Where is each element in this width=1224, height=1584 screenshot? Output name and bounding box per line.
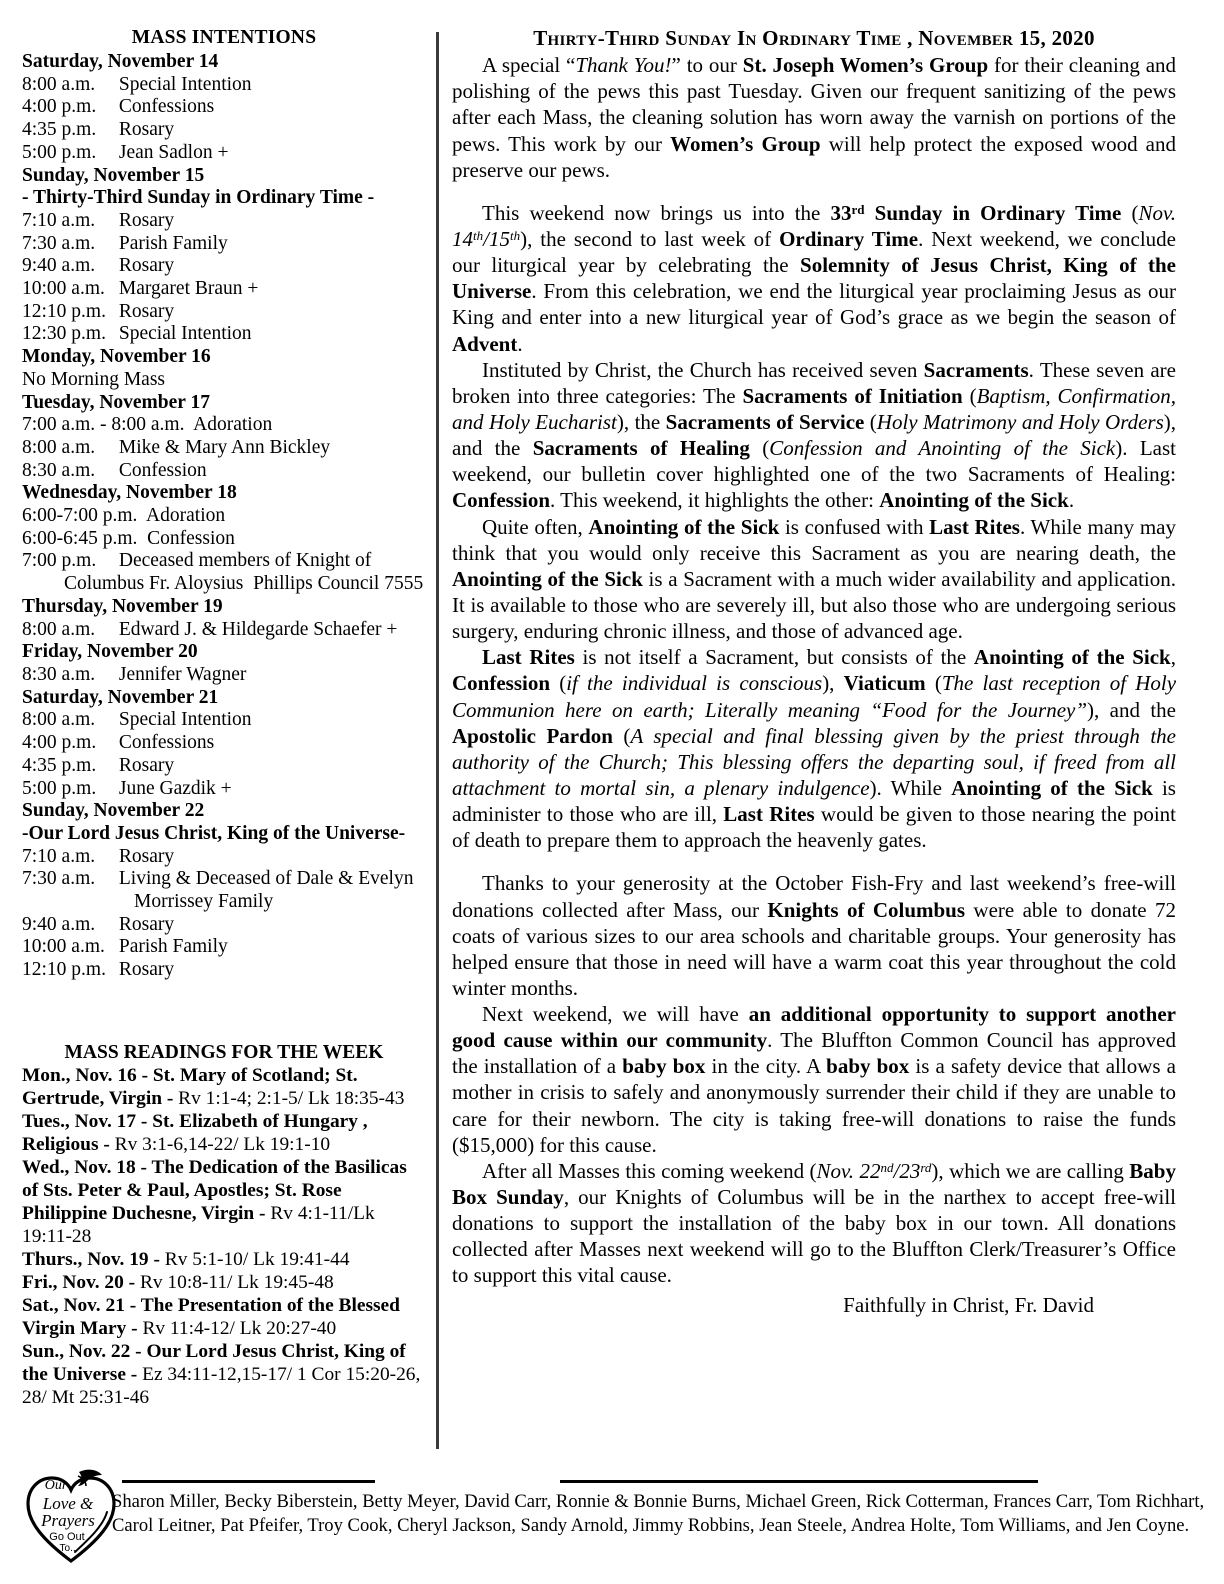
reading-label: Thurs., Nov. 19 - <box>22 1248 160 1270</box>
mass-intention-row <box>22 210 426 233</box>
text-run-bold: Confession <box>452 488 551 513</box>
mass-intention-row <box>22 142 426 165</box>
text-run: ), and the <box>452 409 1177 461</box>
mass-intention-row <box>22 936 426 959</box>
paragraph-anointing <box>452 514 1176 645</box>
mass-plain-row: No Morning Mass <box>22 368 166 390</box>
text-run: ), and the <box>1087 697 1176 722</box>
text-run: . The Bluffton Common Council has approved the installation of a <box>452 1028 1176 1079</box>
mass-intention-text: Special Intention <box>114 323 252 345</box>
text-run: This weekend now brings us into the <box>482 200 831 225</box>
text-run-italic: A special and final blessing given by the priest through the authority of the Church; This blessing offers the departing soul, if freed from all attachment to mortal sin, a plenary indulgence <box>452 723 1176 800</box>
mass-intention-text: Jennifer Wagner <box>114 663 247 685</box>
text-run: ( <box>1121 200 1139 225</box>
text-run-bold: Confession <box>452 671 551 696</box>
reading-citation: Rv 1:1-4; 2:1-5/ Lk 18:35-43 <box>173 1087 405 1109</box>
text-run: ). Last weekend, our bulletin cover highlighted one of the two Sacraments of Healing: <box>452 436 1176 487</box>
text-run: Quite often, <box>482 514 589 539</box>
footer-rule-right <box>560 1480 1038 1483</box>
mass-intention-text: Living & Deceased of Dale & Evelyn <box>114 868 414 890</box>
mass-time: 10:00 a.m. <box>22 278 105 300</box>
text-run: is a safety device that allows a mother in crisis to safely and anonymously surrender their child if they are unable to care for their newborn. The city is taking free-will donations to raise the funds ($15,000) for this cause. <box>452 1054 1176 1157</box>
text-run: , <box>1170 645 1176 670</box>
paragraph-thank-you <box>452 52 1176 183</box>
mass-time: 7:30 a.m. <box>22 868 96 890</box>
mass-day-heading: Wednesday, November 18 <box>22 482 237 504</box>
mass-day-heading: Friday, November 20 <box>22 641 198 663</box>
mass-reading-row <box>22 1065 426 1111</box>
text-run: . <box>1068 488 1075 513</box>
mass-day-heading: Monday, November 16 <box>22 346 211 368</box>
mass-time: 4:00 p.m. <box>22 732 97 754</box>
reading-citation: Rv 5:1-10/ Lk 19:41-44 <box>159 1248 350 1270</box>
mass-intention-text: Rosary <box>114 754 175 776</box>
mass-day-heading: Tuesday, November 17 <box>22 391 210 413</box>
mass-reading-row <box>22 1341 426 1410</box>
mass-day-heading: Sunday, November 22 <box>22 800 205 822</box>
mass-day-heading: Sunday, November 15 <box>22 164 205 186</box>
mass-intention-text: Confessions <box>114 96 215 118</box>
text-run-bold: St. Joseph Women’s Group <box>742 53 989 78</box>
superscript-th: th <box>473 227 484 243</box>
mass-time: 9:40 a.m. <box>22 255 96 277</box>
mass-time: 12:10 p.m. <box>22 300 106 322</box>
mass-intention-text: Rosary <box>114 959 175 981</box>
text-run-bold: Sacraments <box>923 357 1029 382</box>
mass-intention-row <box>22 301 426 324</box>
mass-intention-text: Rosary <box>114 255 175 277</box>
our-love-and-prayers-heart-icon <box>23 1464 119 1566</box>
mass-intention-row <box>22 755 426 778</box>
mass-intention-row <box>22 959 426 982</box>
mass-plain-row: 6:00-7:00 p.m. Adoration <box>22 505 226 527</box>
text-run: . This weekend, it highlights the other: <box>550 488 880 513</box>
mass-plain-row: 6:00-6:45 p.m. Confession <box>22 527 235 549</box>
svg-text:To...: To... <box>59 1543 79 1554</box>
mass-readings-list <box>22 1065 426 1410</box>
mass-intention-row <box>22 914 426 937</box>
svg-text:Go Out: Go Out <box>49 1531 85 1543</box>
text-run: . These seven are broken into three categories: The <box>452 357 1176 408</box>
mass-intention-text: Rosary <box>114 913 175 935</box>
mass-intention-text: Deceased members of Knight of <box>114 550 372 572</box>
mass-time: 7:10 a.m. <box>22 845 96 867</box>
superscript-nd: nd <box>880 1159 894 1175</box>
mass-time: 8:00 a.m. <box>22 436 96 458</box>
mass-plain-row: 7:00 a.m. - 8:00 a.m. Adoration <box>22 414 273 436</box>
mass-reading-row <box>22 1111 426 1157</box>
mass-readings-section <box>22 1042 426 1410</box>
mass-intention-text: Jean Sadlon + <box>114 141 229 163</box>
mass-intention-row <box>22 460 426 483</box>
text-run-bold: Baby Box Sunday <box>452 1158 1176 1210</box>
mass-intention-row <box>22 437 426 460</box>
reading-label: Mon., Nov. 16 - St. Mary of Scotland; St. Gertrude, Virgin - <box>22 1064 358 1109</box>
mass-time: 8:00 a.m. <box>22 709 96 731</box>
text-run-bold: Sunday in Ordinary Time <box>864 200 1122 225</box>
mass-intention-row <box>22 664 426 687</box>
mass-intention-row <box>22 96 426 119</box>
mass-intention-text: Parish Family <box>114 232 228 254</box>
paragraph-baby-box <box>452 1001 1176 1158</box>
text-run: ), the second to last week of <box>520 226 780 251</box>
mass-intention-row <box>22 619 426 642</box>
mass-intention-row <box>22 119 426 142</box>
text-run-bold: Anointing of the Sick <box>879 488 1069 513</box>
text-run-italic: Confession and Anointing of the Sick <box>769 436 1116 461</box>
mass-intentions-title: MASS INTENTIONS <box>131 27 317 48</box>
mass-intention-text: June Gazdik + <box>114 777 232 799</box>
text-run: in the city. A <box>705 1054 827 1079</box>
mass-reading-row <box>22 1295 426 1341</box>
mass-day-heading: Thursday, November 19 <box>22 595 223 617</box>
text-run-bold: Last Rites <box>723 802 815 827</box>
mass-intention-row <box>22 846 426 869</box>
mass-reading-row <box>22 1157 426 1249</box>
text-run: ( <box>864 409 877 434</box>
text-run: . Next weekend, we conclude our liturgical year by celebrating the <box>452 226 1177 278</box>
mass-intention-text: Rosary <box>114 119 175 141</box>
superscript-rd: rd <box>920 1159 932 1175</box>
text-run-bold: Ordinary Time <box>779 226 919 251</box>
text-run-bold: Women’s Group <box>670 131 821 156</box>
reading-label: Tues., Nov. 17 - St. Elizabeth of Hungary , Religious - <box>22 1110 368 1155</box>
text-run: . While many may think that you would only receive this Sacrament as you are nearing death, the <box>452 514 1176 565</box>
paragraph-sacraments <box>452 357 1176 514</box>
reading-citation: Rv 3:1-6,14-22/ Lk 19:1-10 <box>109 1133 331 1155</box>
reading-label: Fri., Nov. 20 - <box>22 1271 136 1293</box>
mass-time: 12:10 p.m. <box>22 959 106 981</box>
mass-intention-text: Confession <box>114 459 207 481</box>
footer-rule-left <box>122 1480 375 1483</box>
mass-time: 8:30 a.m. <box>22 459 96 481</box>
mass-time: 12:30 p.m. <box>22 323 106 345</box>
mass-time: 7:00 p.m. <box>22 550 97 572</box>
mass-time: 5:00 p.m. <box>22 141 97 163</box>
text-run: is not itself a Sacrament, but consists of the <box>574 645 974 670</box>
text-run: . From this celebration, we end the liturgical year proclaiming Jesus as our King and enter into a new liturgical year of God’s grace as we begin the season of <box>452 279 1176 330</box>
text-run-italic: Thank You! <box>575 53 672 78</box>
paragraph-ordinary-time <box>452 200 1176 357</box>
mass-day-heading: Saturday, November 14 <box>22 51 219 72</box>
text-run: is confused with <box>779 514 930 539</box>
text-run-bold: Anointing of the Sick <box>452 566 643 591</box>
reading-citation: Rv 4:1-11/Lk 19:11-28 <box>22 1202 375 1247</box>
mass-intention-row <box>22 732 426 755</box>
text-run: ( <box>550 671 567 696</box>
text-run-italic: The last reception of Holy Communion here on earth; Literally meaning “Food for the Journey” <box>452 671 1177 722</box>
text-run: ( <box>962 383 977 408</box>
text-run-bold: Anointing of the Sick <box>973 645 1171 670</box>
reading-citation: Rv 11:4-12/ Lk 20:27-40 <box>137 1317 337 1339</box>
text-run-bold: baby box <box>826 1054 910 1079</box>
text-run: ( <box>925 671 942 696</box>
column-divider <box>436 32 439 1449</box>
mass-intention-text: Mike & Mary Ann Bickley <box>114 436 331 458</box>
signature-line: Faithfully in Christ, Fr. David <box>843 1292 1094 1317</box>
mass-time: 10:00 a.m. <box>22 936 105 958</box>
mass-intention-row <box>22 233 426 256</box>
reading-label: Wed., Nov. 18 - The Dedication of the Basilicas of Sts. Peter & Paul, Apostles; St. Rose Philippine Duchesne, Virgin - <box>22 1156 407 1224</box>
reading-citation: Rv 10:8-11/ Lk 19:45-48 <box>135 1271 334 1293</box>
mass-time: 7:10 a.m. <box>22 209 96 231</box>
mass-intention-text: Edward J. & Hildegarde Schaefer + <box>114 618 398 640</box>
prayer-names-list: Sharon Miller, Becky Biberstein, Betty Meyer, David Carr, Ronnie & Bonnie Burns, Michael Green, Rick Cotterman, Frances Carr, Tom Richhart, Carol Leitner, Pat Pfeifer, Troy Cook, Cheryl Jackson, Sandy Arnold, Jimmy Robbins, Jean Steele, Andrea Holte, Tom Williams, and Jen Coyne. <box>112 1491 1205 1536</box>
mass-time: 4:35 p.m. <box>22 119 97 141</box>
text-run-italic: /23 <box>893 1158 921 1183</box>
text-run: is administer to those who are ill, <box>452 775 1176 827</box>
mass-time: 5:00 p.m. <box>22 777 97 799</box>
paragraph-knights-coats <box>452 870 1176 1001</box>
bulletin-columns <box>0 26 1224 1426</box>
text-run-italic: Nov. 14 <box>452 200 1177 251</box>
mass-intention-continuation: Columbus Fr. Aloysius Phillips Council 7555 <box>64 573 424 595</box>
text-run-bold: Anointing of the Sick <box>588 514 780 539</box>
paragraph-last-rites <box>452 644 1176 853</box>
text-run-bold: Advent <box>452 331 518 356</box>
mass-intention-text: Special Intention <box>114 709 252 731</box>
text-run-bold: an additional opportunity to support another good cause within our community <box>452 1002 1176 1053</box>
mass-time: 8:00 a.m. <box>22 618 96 640</box>
mass-time: 8:30 a.m. <box>22 663 96 685</box>
text-run: would be given to those nearing the point of death to prepare them to approach the heavenly gates. <box>452 802 1176 853</box>
mass-intention-continuation: Morrissey Family <box>134 891 274 913</box>
text-run-bold: baby box <box>622 1054 706 1079</box>
mass-reading-row <box>22 1272 426 1295</box>
mass-intention-row <box>22 868 426 891</box>
svg-text:Our: Our <box>44 1478 68 1493</box>
mass-time: 4:00 p.m. <box>22 96 97 118</box>
text-run-italic: /15 <box>483 226 510 251</box>
text-run-bold: Viaticum <box>843 671 926 696</box>
text-run: A special “ <box>482 53 576 78</box>
text-run-bold: Sacraments of Initiation <box>742 383 963 408</box>
text-run: Instituted by Christ, the Church has received seven <box>482 357 924 382</box>
superscript-rd: rd <box>851 201 865 217</box>
svg-text:Prayers: Prayers <box>41 1511 95 1530</box>
bulletin-header: Thirty-Third Sunday In Ordinary Time , November 15, 2020 <box>533 26 1095 50</box>
text-run: ( <box>612 723 631 748</box>
text-run: ), the <box>616 409 666 434</box>
mass-feast-heading: - Thirty-Third Sunday in Ordinary Time - <box>22 187 375 209</box>
reading-citation: Ez 34:11-12,15-17/ 1 Cor 15:20-26, 28/ Mt 25:31-46 <box>22 1363 421 1408</box>
mass-intention-text: Rosary <box>114 300 175 322</box>
mass-intention-row <box>22 778 426 801</box>
mass-reading-row <box>22 1249 426 1272</box>
paragraph-baby-box-sunday <box>452 1158 1176 1289</box>
text-run-bold: Sacraments of Service <box>665 409 865 434</box>
text-run: , our Knights of Columbus will be in the narthex to accept free-will donations to support the installation of the baby box in our town. All donations collected after Masses next weekend will go to the Bluffton Clerk/Treasurer’s Office to support this vital cause. <box>452 1185 1176 1288</box>
superscript-th: th <box>509 227 521 243</box>
mass-time: 8:00 a.m. <box>22 73 96 95</box>
mass-time: 7:30 a.m. <box>22 232 96 254</box>
text-run-italic: Nov. 22 <box>816 1158 881 1183</box>
text-run-bold: Sacraments of Healing <box>532 436 750 461</box>
mass-time: 9:40 a.m. <box>22 913 96 935</box>
mass-intention-row <box>22 278 426 301</box>
mass-intention-text: Rosary <box>114 209 175 231</box>
text-run-italic: if the individual is conscious <box>566 671 823 696</box>
mass-intention-text: Confessions <box>114 732 215 754</box>
text-run-bold: 33 <box>830 200 852 225</box>
text-run-bold: Last Rites <box>929 514 1020 539</box>
text-run: . <box>517 331 523 356</box>
text-run: will help protect the exposed wood and preserve our pews. <box>452 131 1177 182</box>
svg-text:Love &: Love & <box>42 1494 94 1513</box>
text-run: were able to donate 72 coats of various sizes to our area schools and charitable groups. Your generosity has helped ensure that those in need will have a warm coat this year throughout the cold winter months. <box>452 897 1176 1000</box>
reading-label: Sat., Nov. 21 - The Presentation of the Blessed Virgin Mary - <box>22 1294 400 1339</box>
text-run-italic: Baptism, Confirmation, and Holy Eucharist <box>452 383 1176 434</box>
mass-intentions-list <box>22 51 426 982</box>
text-run-bold: Knights of Columbus <box>767 897 966 922</box>
text-run: ), which we are calling <box>931 1158 1130 1183</box>
reading-label: Sun., Nov. 22 - Our Lord Jesus Christ, King of the Universe - <box>22 1340 406 1385</box>
text-run-bold: Anointing of the Sick <box>951 775 1153 800</box>
right-column <box>452 26 1176 1318</box>
mass-intention-row <box>22 323 426 346</box>
mass-intention-text: Margaret Braun + <box>114 278 259 300</box>
mass-intention-text: Parish Family <box>114 936 228 958</box>
text-run-bold: Solemnity of Jesus Christ, King of the Universe <box>452 253 1176 304</box>
mass-intention-row <box>22 709 426 732</box>
text-run: ). While <box>869 775 952 800</box>
mass-intention-row <box>22 255 426 278</box>
mass-intention-text: Rosary <box>114 845 175 867</box>
mass-readings-title: MASS READINGS FOR THE WEEK <box>64 1041 384 1063</box>
text-run-bold: Last Rites <box>482 645 575 670</box>
text-run: is a Sacrament with a much wider availability and application. It is available to those who are severely ill, but also those who are undergoing serious surgery, enduring chronic illness, and those of advanced age. <box>452 566 1176 644</box>
mass-intention-row <box>22 550 426 573</box>
text-run: ” to our <box>671 53 743 78</box>
text-run: for their cleaning and polishing of the pews this past Tuesday. Given our frequent sanitizing of the pews after each Mass, the cleaning solution has worn away the varnish on portions of the pews. This work by our <box>452 53 1177 156</box>
text-run: ( <box>749 436 770 461</box>
text-run-bold: Apostolic Pardon <box>452 723 613 748</box>
prayer-footer <box>0 1452 1224 1584</box>
text-run: Next weekend, we will have <box>482 1002 749 1027</box>
text-run: ), <box>822 671 844 696</box>
mass-time: 4:35 p.m. <box>22 754 97 776</box>
mass-intention-row <box>22 74 426 97</box>
text-run-italic: Holy Matrimony and Holy Orders <box>876 409 1164 434</box>
mass-day-heading: Saturday, November 21 <box>22 686 219 708</box>
text-run: Thanks to your generosity at the October Fish-Fry and last weekend’s free-will donations collected after Mass, our <box>452 871 1176 922</box>
mass-feast-heading: -Our Lord Jesus Christ, King of the Universe- <box>22 822 406 844</box>
mass-intention-text: Special Intention <box>114 73 252 95</box>
left-column <box>22 26 426 1410</box>
text-run: After all Masses this coming weekend ( <box>482 1158 817 1183</box>
